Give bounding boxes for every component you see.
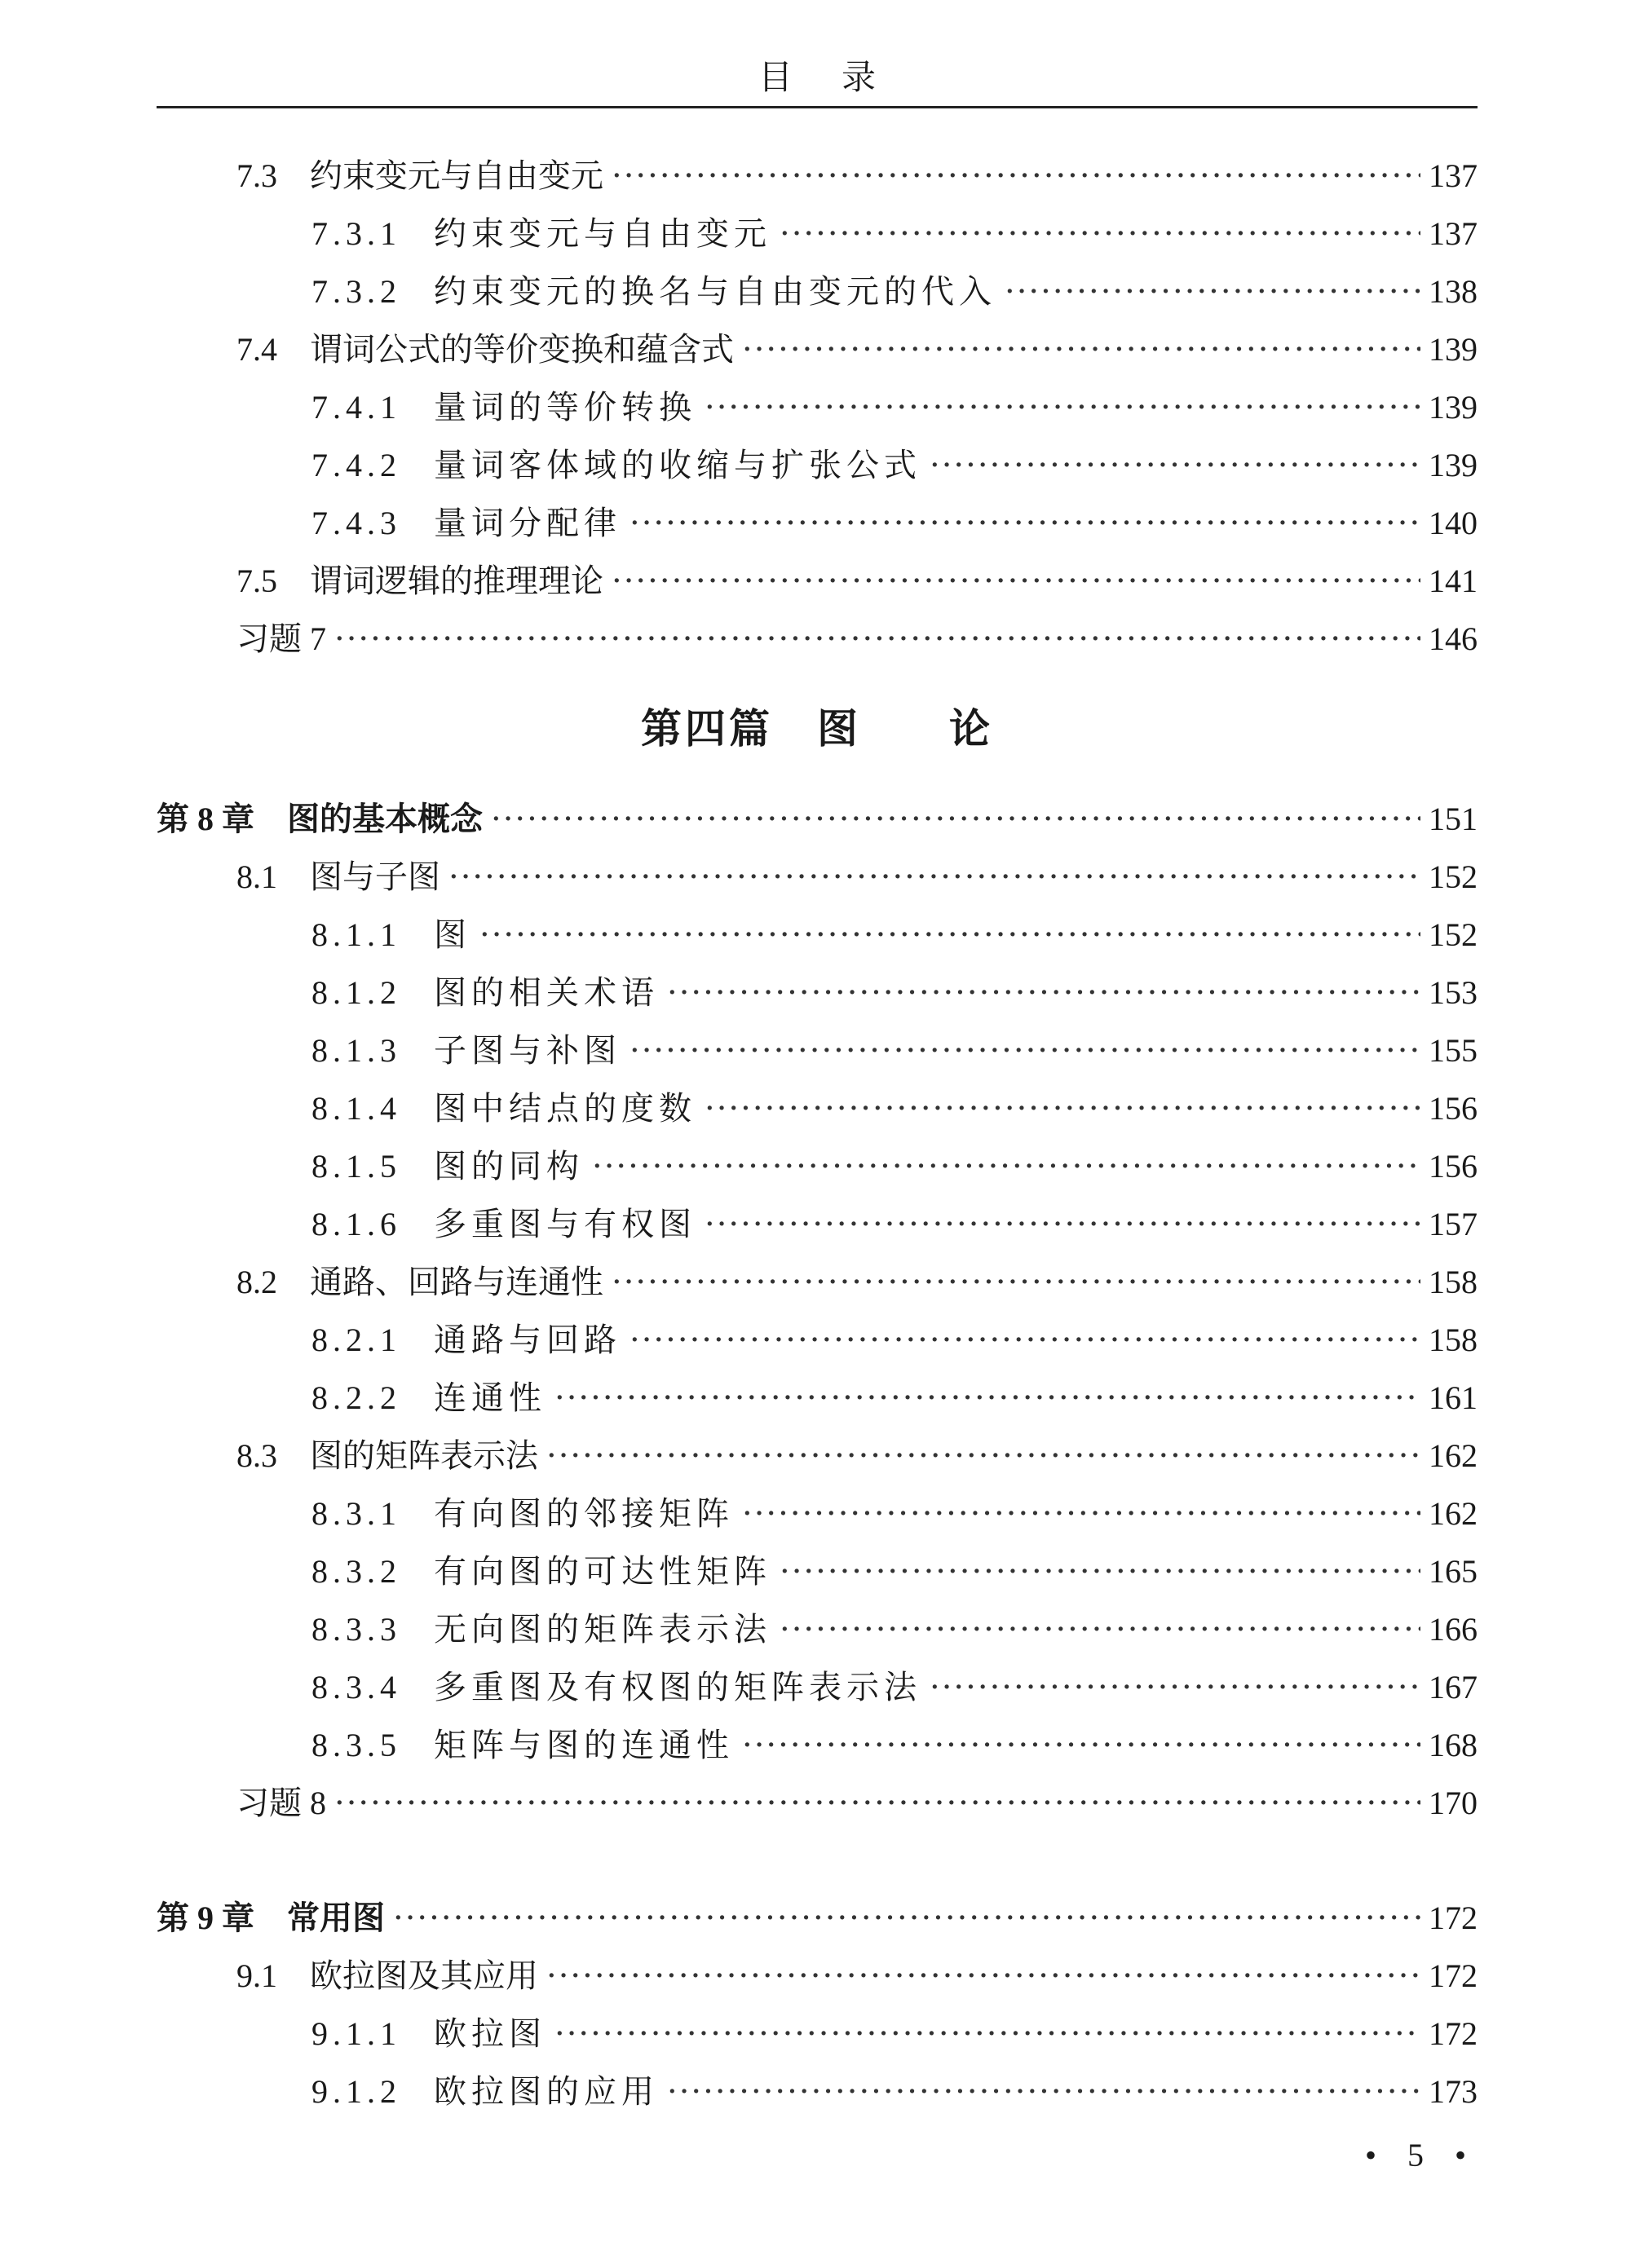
toc-entry-title: 图的相关术语 bbox=[434, 974, 659, 1012]
toc-entry-title: 图中结点的度数 bbox=[434, 1090, 696, 1127]
toc-entry-number: 8.3.3 bbox=[311, 1611, 401, 1648]
toc-entry-page: 146 bbox=[1429, 620, 1478, 657]
toc-entry-title: 量词客体域的收缩与扩张公式 bbox=[434, 447, 921, 484]
toc-entry bbox=[157, 964, 1478, 1021]
toc-entry-label bbox=[157, 1889, 385, 1948]
running-header bbox=[157, 49, 1478, 108]
toc-entry bbox=[157, 1485, 1478, 1542]
toc-entry-title: 有向图的邻接矩阵 bbox=[434, 1495, 734, 1533]
toc-entry-label bbox=[157, 1658, 921, 1717]
table-of-contents bbox=[157, 147, 1478, 2120]
leader-dots bbox=[546, 1948, 1420, 2005]
toc-entry-label bbox=[157, 964, 659, 1022]
leader-dots bbox=[554, 1370, 1420, 1427]
toc-entry bbox=[157, 1369, 1478, 1427]
toc-entry-label bbox=[157, 1079, 696, 1138]
toc-entry-number: 8.2 bbox=[236, 1264, 277, 1300]
toc-entry-label bbox=[157, 906, 471, 964]
header-title: 目录 bbox=[758, 57, 925, 97]
leader-dots bbox=[742, 1717, 1420, 1775]
toc-entry-page: 141 bbox=[1429, 563, 1478, 599]
toc-entry-number: 9.1 bbox=[236, 1957, 277, 1994]
toc-entry-title: 欧拉图及其应用 bbox=[310, 1957, 538, 1995]
leader-dots bbox=[629, 1312, 1420, 1370]
toc-entry-page: 167 bbox=[1429, 1669, 1478, 1705]
toc-entry-number: 8.1.5 bbox=[311, 1148, 401, 1185]
toc-entry-number: 9.1.2 bbox=[311, 2073, 401, 2110]
toc-entry-label bbox=[157, 436, 921, 495]
toc-group-chapter-8 bbox=[157, 790, 1478, 1832]
toc-entry-number: 8.3.1 bbox=[311, 1495, 401, 1532]
toc-entry bbox=[157, 1774, 1478, 1832]
toc-entry bbox=[157, 1658, 1478, 1716]
toc-entry-page: 139 bbox=[1429, 331, 1478, 368]
leader-dots bbox=[612, 553, 1420, 611]
toc-entry bbox=[157, 1311, 1478, 1369]
toc-entry-number: 8.1.6 bbox=[311, 1206, 401, 1242]
leader-dots bbox=[334, 611, 1420, 668]
toc-entry-page: 166 bbox=[1429, 1611, 1478, 1648]
leader-dots bbox=[546, 1427, 1420, 1485]
toc-entry-number: 8.2.2 bbox=[311, 1379, 401, 1416]
toc-entry-number: 7.4.3 bbox=[311, 505, 401, 541]
toc-entry-number: 7.4.2 bbox=[311, 447, 401, 483]
toc-entry-title: 通路、回路与连通性 bbox=[310, 1264, 603, 1301]
toc-entry-page: 151 bbox=[1429, 801, 1478, 837]
toc-entry-number: 8.3.5 bbox=[311, 1727, 401, 1763]
toc-entry bbox=[157, 1600, 1478, 1658]
toc-entry-title: 多重图及有权图的矩阵表示法 bbox=[434, 1669, 921, 1706]
toc-entry-number: 8.3.4 bbox=[311, 1669, 401, 1705]
toc-entry-label bbox=[157, 147, 603, 205]
toc-entry-title: 欧拉图的应用 bbox=[434, 2073, 659, 2111]
toc-entry bbox=[157, 263, 1478, 320]
toc-entry-title: 图的矩阵表示法 bbox=[310, 1437, 538, 1475]
toc-entry-page: 168 bbox=[1429, 1727, 1478, 1763]
page-number: • 5 • bbox=[1364, 2137, 1478, 2173]
toc-entry-label bbox=[157, 1600, 771, 1659]
toc-entry bbox=[157, 378, 1478, 436]
toc-entry bbox=[157, 1021, 1478, 1079]
toc-entry-title: 有向图的可达性矩阵 bbox=[434, 1553, 771, 1591]
toc-entry-number: 7.3.2 bbox=[311, 273, 401, 310]
toc-entry-page: 153 bbox=[1429, 974, 1478, 1011]
part-title: 第四篇 图 论 bbox=[641, 705, 993, 752]
toc-entry-number: 第 9 章 bbox=[157, 1900, 287, 1936]
toc-entry-page: 165 bbox=[1429, 1553, 1478, 1590]
toc-entry-page: 162 bbox=[1429, 1495, 1478, 1532]
toc-entry-label bbox=[157, 205, 771, 263]
toc-entry-label bbox=[157, 1253, 603, 1312]
toc-entry-number: 9.1.1 bbox=[311, 2015, 401, 2052]
leader-dots bbox=[705, 379, 1420, 437]
leader-dots bbox=[742, 321, 1420, 379]
toc-entry-label bbox=[157, 263, 996, 321]
toc-entry-page: 137 bbox=[1429, 157, 1478, 194]
toc-entry-label bbox=[157, 1195, 696, 1254]
toc-entry-title: 矩阵与图的连通性 bbox=[434, 1727, 734, 1764]
toc-entry-label bbox=[157, 1485, 734, 1543]
toc-group-chapter-7 bbox=[157, 147, 1478, 668]
toc-entry-page: 157 bbox=[1429, 1206, 1478, 1242]
toc-entry-label bbox=[157, 1427, 538, 1485]
toc-entry-label bbox=[157, 2063, 659, 2121]
toc-entry-label bbox=[157, 1716, 734, 1775]
toc-entry bbox=[157, 2005, 1478, 2063]
toc-entry bbox=[157, 1947, 1478, 2005]
leader-dots bbox=[742, 1485, 1420, 1543]
toc-entry bbox=[157, 147, 1478, 205]
toc-entry-page: 139 bbox=[1429, 389, 1478, 426]
leader-dots bbox=[780, 205, 1420, 263]
toc-entry-label bbox=[157, 552, 603, 611]
toc-entry-title: 欧拉图 bbox=[434, 2015, 546, 2053]
toc-entry-page: 158 bbox=[1429, 1264, 1478, 1300]
toc-entry-page: 172 bbox=[1429, 1957, 1478, 1994]
leader-dots bbox=[705, 1080, 1420, 1138]
toc-entry-title: 图与子图 bbox=[310, 858, 440, 896]
toc-entry-page: 152 bbox=[1429, 916, 1478, 953]
toc-entry-label bbox=[157, 1947, 538, 2005]
toc-entry-label bbox=[157, 790, 483, 849]
leader-dots bbox=[479, 907, 1420, 964]
toc-entry-page: 170 bbox=[1429, 1785, 1478, 1821]
toc-entry-page: 155 bbox=[1429, 1032, 1478, 1069]
leader-dots bbox=[629, 495, 1420, 553]
toc-entry-title: 连通性 bbox=[434, 1379, 546, 1417]
leader-dots bbox=[554, 2005, 1420, 2063]
toc-entry-label bbox=[157, 1137, 584, 1196]
toc-entry bbox=[157, 610, 1478, 668]
toc-entry-number: 8.1.1 bbox=[311, 916, 401, 953]
toc-entry-label bbox=[157, 2005, 546, 2063]
leader-dots bbox=[612, 148, 1420, 205]
toc-entry bbox=[157, 320, 1478, 378]
toc-entry-title: 量词的等价转换 bbox=[434, 389, 696, 426]
toc-entry-label bbox=[157, 610, 326, 668]
toc-entry bbox=[157, 906, 1478, 964]
toc-entry-title: 图 bbox=[434, 916, 471, 954]
toc-entry-page: 156 bbox=[1429, 1090, 1478, 1127]
leader-dots bbox=[393, 1890, 1420, 1948]
toc-entry bbox=[157, 1253, 1478, 1311]
toc-entry-title: 谓词逻辑的推理理论 bbox=[310, 563, 603, 600]
toc-entry-page: 161 bbox=[1429, 1379, 1478, 1416]
toc-entry-number: 7.4 bbox=[236, 331, 277, 368]
toc-group-chapter-9 bbox=[157, 1889, 1478, 2120]
toc-entry bbox=[157, 1427, 1478, 1485]
toc-entry-label bbox=[157, 1311, 621, 1370]
toc-entry-number: 8.1.2 bbox=[311, 974, 401, 1011]
toc-entry-label bbox=[157, 494, 621, 553]
toc-entry-title: 通路与回路 bbox=[434, 1322, 621, 1359]
toc-entry-label bbox=[157, 1542, 771, 1601]
toc-entry bbox=[157, 1195, 1478, 1253]
toc-entry-label bbox=[157, 1774, 326, 1833]
toc-entry-number: 8.1.3 bbox=[311, 1032, 401, 1069]
toc-entry-page: 162 bbox=[1429, 1437, 1478, 1474]
toc-entry-page: 173 bbox=[1429, 2073, 1478, 2110]
toc-entry bbox=[157, 2063, 1478, 2120]
toc-entry bbox=[157, 1079, 1478, 1137]
toc-entry-page: 139 bbox=[1429, 447, 1478, 483]
toc-entry bbox=[157, 494, 1478, 552]
leader-dots bbox=[592, 1138, 1420, 1196]
toc-entry-title: 约束变元的换名与自由变元的代入 bbox=[434, 273, 996, 311]
toc-entry-number: 8.3 bbox=[236, 1437, 277, 1474]
toc-entry-title: 无向图的矩阵表示法 bbox=[434, 1611, 771, 1648]
toc-entry-number: 7.3 bbox=[236, 157, 277, 194]
toc-entry bbox=[157, 790, 1478, 848]
toc-entry-label bbox=[157, 320, 734, 379]
toc-entry bbox=[157, 1137, 1478, 1195]
leader-dots bbox=[1005, 263, 1420, 321]
toc-entry bbox=[157, 205, 1478, 263]
toc-entry bbox=[157, 436, 1478, 494]
toc-entry-title: 多重图与有权图 bbox=[434, 1206, 696, 1243]
toc-entry-title: 约束变元与自由变元 bbox=[434, 215, 771, 253]
leader-dots bbox=[780, 1601, 1420, 1659]
toc-entry-number: 8.3.2 bbox=[311, 1553, 401, 1590]
toc-entry-page: 138 bbox=[1429, 273, 1478, 310]
toc-entry-page: 158 bbox=[1429, 1322, 1478, 1358]
leader-dots bbox=[930, 437, 1420, 495]
leader-dots bbox=[667, 964, 1420, 1022]
toc-entry-title: 图的基本概念 bbox=[287, 801, 483, 838]
toc-entry-label bbox=[157, 378, 696, 437]
toc-entry-page: 172 bbox=[1429, 1900, 1478, 1936]
toc-entry bbox=[157, 552, 1478, 610]
toc-entry-title: 子图与补图 bbox=[434, 1032, 621, 1070]
toc-entry bbox=[157, 1542, 1478, 1600]
toc-entry-number: 第 8 章 bbox=[157, 801, 287, 837]
toc-entry bbox=[157, 1889, 1478, 1947]
toc-entry-page: 137 bbox=[1429, 215, 1478, 252]
toc-entry bbox=[157, 1716, 1478, 1774]
toc-entry-number: 7.3.1 bbox=[311, 215, 401, 252]
leader-dots bbox=[667, 2063, 1420, 2121]
leader-dots bbox=[780, 1543, 1420, 1601]
toc-entry-title: 谓词公式的等价变换和蕴含式 bbox=[310, 331, 734, 368]
toc-entry bbox=[157, 848, 1478, 906]
toc-entry-number: 8.2.1 bbox=[311, 1322, 401, 1358]
toc-entry-label bbox=[157, 1369, 546, 1427]
toc-entry-page: 156 bbox=[1429, 1148, 1478, 1185]
toc-entry-title: 图的同构 bbox=[434, 1148, 584, 1185]
toc-entry-label bbox=[157, 848, 440, 907]
toc-entry-number: 习题 8 bbox=[236, 1785, 326, 1821]
toc-entry-title: 量词分配律 bbox=[434, 505, 621, 542]
toc-entry-page: 172 bbox=[1429, 2015, 1478, 2052]
leader-dots bbox=[491, 791, 1420, 849]
leader-dots bbox=[930, 1659, 1420, 1717]
toc-entry-number: 8.1 bbox=[236, 858, 277, 895]
toc-entry-label bbox=[157, 1021, 621, 1080]
toc-entry-number: 7.5 bbox=[236, 563, 277, 599]
leader-dots bbox=[629, 1022, 1420, 1080]
toc-entry-number: 习题 7 bbox=[236, 620, 326, 657]
leader-dots bbox=[705, 1196, 1420, 1254]
toc-entry-title: 约束变元与自由变元 bbox=[310, 157, 603, 195]
toc-entry-number: 8.1.4 bbox=[311, 1090, 401, 1127]
toc-entry-title: 常用图 bbox=[287, 1900, 385, 1937]
leader-dots bbox=[612, 1254, 1420, 1312]
spacer bbox=[157, 1832, 1478, 1889]
leader-dots bbox=[448, 849, 1420, 907]
toc-entry-page: 152 bbox=[1429, 858, 1478, 895]
toc-entry-number: 7.4.1 bbox=[311, 389, 401, 426]
leader-dots bbox=[334, 1775, 1420, 1833]
toc-entry-page: 140 bbox=[1429, 505, 1478, 541]
